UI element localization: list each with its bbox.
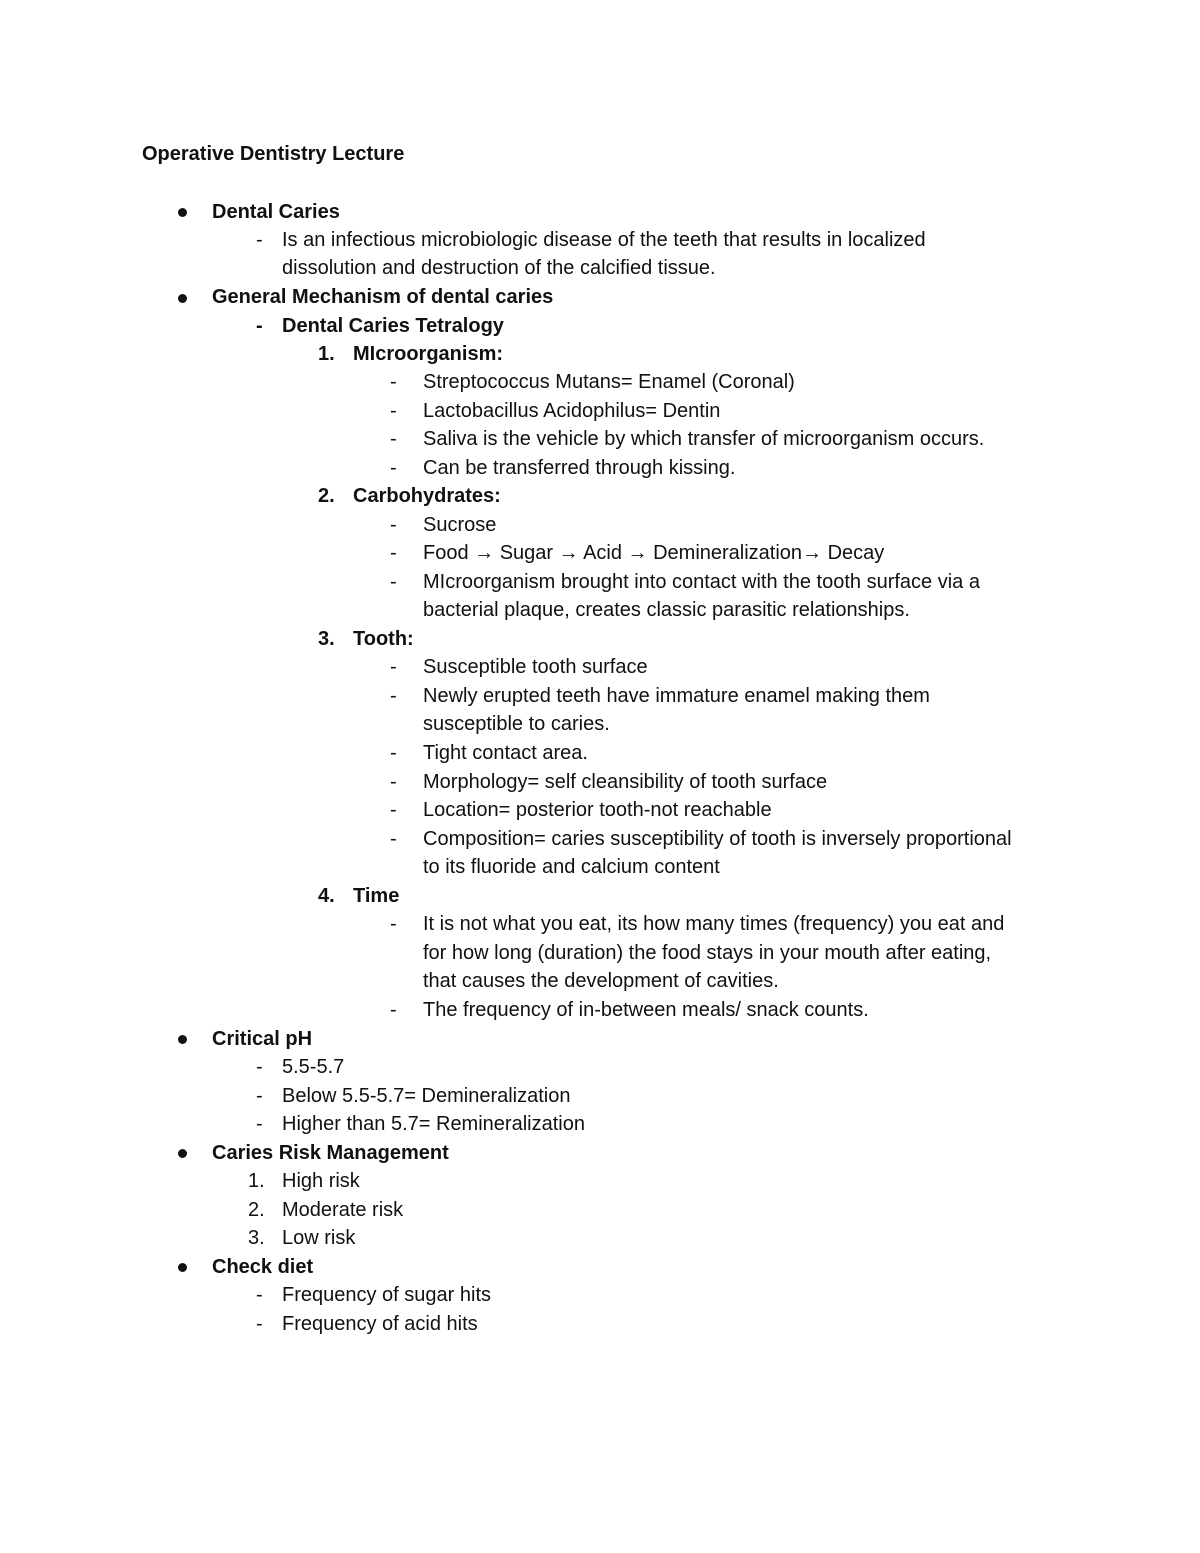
dash-marker: -: [256, 1085, 263, 1107]
dash-marker: -: [256, 315, 263, 337]
bullet-icon: [178, 1263, 187, 1272]
dash-marker: -: [390, 571, 397, 593]
carbohydrates-title: Carbohydrates:: [353, 485, 501, 507]
list-item: Composition= caries susceptibility of tooth is inversely proportional: [423, 828, 1012, 850]
bullet-icon: [178, 1035, 187, 1044]
dash-marker: -: [256, 1113, 263, 1135]
list-item: Below 5.5-5.7= Demineralization: [282, 1085, 571, 1107]
list-item: Can be transferred through kissing.: [423, 457, 736, 479]
list-item-continuation: to its fluoride and calcium content: [423, 856, 720, 878]
dash-marker: -: [390, 542, 397, 564]
document-title: Operative Dentistry Lecture: [142, 143, 405, 165]
list-item: Streptococcus Mutans= Enamel (Coronal): [423, 371, 795, 393]
list-item: Frequency of sugar hits: [282, 1284, 491, 1306]
section-heading-critical-ph: Critical pH: [212, 1028, 313, 1050]
list-item: Lactobacillus Acidophilus= Dentin: [423, 400, 721, 422]
section-heading-diet: Check diet: [212, 1256, 314, 1278]
list-item: Low risk: [282, 1227, 356, 1249]
list-number: 3.: [248, 1227, 265, 1249]
list-item: Food → Sugar → Acid → Demineralization→ Decay: [423, 542, 885, 564]
list-item: Higher than 5.7= Remineralization: [282, 1113, 585, 1135]
bullet-icon: [178, 208, 187, 217]
list-item: Saliva is the vehicle by which transfer of microorganism occurs.: [423, 428, 985, 450]
bullet-icon: [178, 1149, 187, 1158]
list-item: Tight contact area.: [423, 742, 588, 764]
list-number: 2.: [318, 485, 335, 507]
section-heading-risk: Caries Risk Management: [212, 1142, 449, 1164]
dash-marker: -: [256, 229, 263, 251]
dash-marker: -: [390, 457, 397, 479]
dash-marker: -: [390, 913, 397, 935]
list-item: Sucrose: [423, 514, 497, 536]
subheading-tetralogy: Dental Caries Tetralogy: [282, 315, 504, 337]
time-title: Time: [353, 885, 400, 907]
tooth-title: Tooth:: [353, 628, 414, 650]
list-item: It is not what you eat, its how many times (frequency) you eat and: [423, 913, 1005, 935]
list-item: Susceptible tooth surface: [423, 656, 648, 678]
list-item-continuation: that causes the development of cavities.: [423, 970, 779, 992]
list-number: 1.: [318, 343, 335, 365]
dash-marker: -: [390, 685, 397, 707]
dash-marker: -: [256, 1313, 263, 1335]
microorganism-title: MIcroorganism:: [353, 343, 504, 365]
list-item: MIcroorganism brought into contact with the tooth surface via a: [423, 571, 980, 593]
list-item: Location= posterior tooth-not reachable: [423, 799, 772, 821]
dash-marker: -: [390, 400, 397, 422]
dash-marker: -: [390, 999, 397, 1021]
list-number: 1.: [248, 1170, 265, 1192]
list-item: High risk: [282, 1170, 360, 1192]
dash-marker: -: [390, 828, 397, 850]
dash-marker: -: [390, 371, 397, 393]
section-heading-mechanism: General Mechanism of dental caries: [212, 286, 554, 308]
list-item: The frequency of in-between meals/ snack counts.: [423, 999, 869, 1021]
dash-marker: -: [390, 799, 397, 821]
section-heading-dental-caries: Dental Caries: [212, 201, 340, 223]
list-item: Frequency of acid hits: [282, 1313, 478, 1335]
dash-marker: -: [390, 656, 397, 678]
dash-marker: -: [390, 428, 397, 450]
definition-line: dissolution and destruction of the calcified tissue.: [282, 257, 716, 279]
dash-marker: -: [390, 742, 397, 764]
dash-marker: -: [390, 771, 397, 793]
list-item: Newly erupted teeth have immature enamel making them: [423, 685, 930, 707]
list-item-continuation: for how long (duration) the food stays in your mouth after eating,: [423, 942, 992, 964]
dash-marker: -: [390, 514, 397, 536]
list-number: 2.: [248, 1199, 265, 1221]
list-item-continuation: susceptible to caries.: [423, 713, 610, 735]
list-item: Moderate risk: [282, 1199, 404, 1221]
list-number: 3.: [318, 628, 335, 650]
dash-marker: -: [256, 1284, 263, 1306]
list-number: 4.: [318, 885, 335, 907]
list-item-continuation: bacterial plaque, creates classic parasitic relationships.: [423, 599, 910, 621]
list-item: 5.5-5.7: [282, 1056, 345, 1078]
dash-marker: -: [256, 1056, 263, 1078]
list-item: Morphology= self cleansibility of tooth surface: [423, 771, 828, 793]
definition-line: Is an infectious microbiologic disease of the teeth that results in localized: [282, 229, 926, 251]
bullet-icon: [178, 294, 187, 303]
